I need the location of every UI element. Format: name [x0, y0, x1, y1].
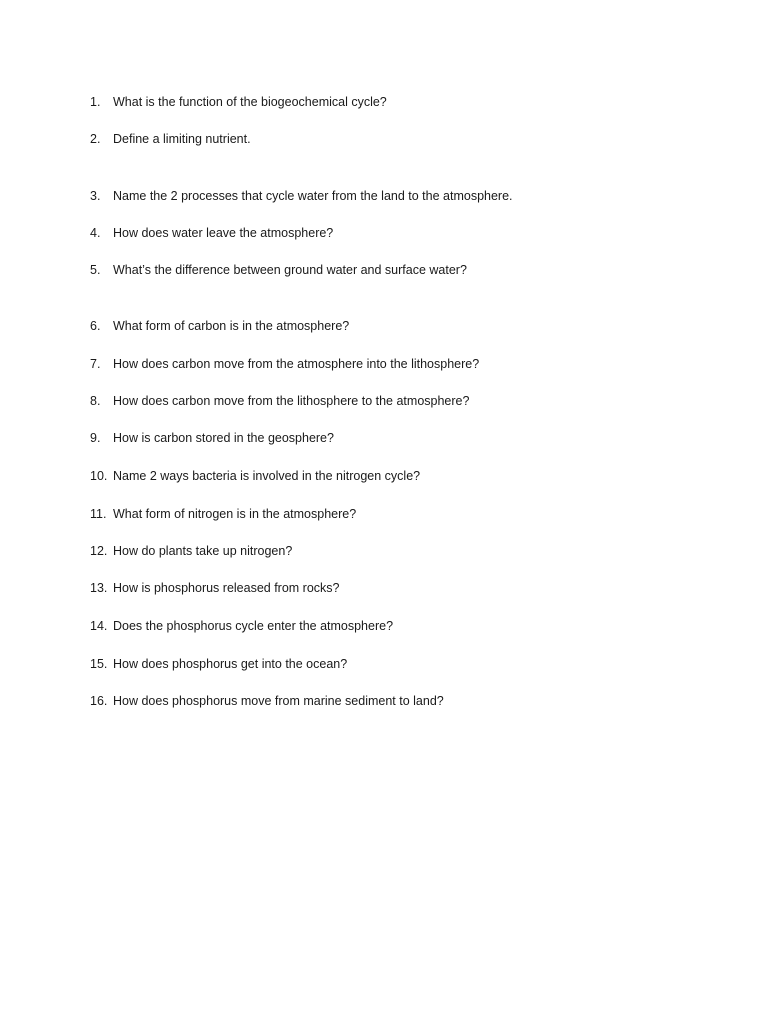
question-text: How is phosphorus released from rocks? — [113, 581, 340, 595]
question-item — [90, 131, 251, 147]
question-text: How do plants take up nitrogen? — [113, 544, 293, 558]
question-item — [90, 225, 333, 241]
question-number: 13. — [90, 581, 108, 595]
question-text: How does water leave the atmosphere? — [113, 226, 334, 240]
question-text: Name 2 ways bacteria is involved in the nitrogen cycle? — [113, 469, 421, 483]
question-item — [90, 693, 444, 709]
question-item — [90, 430, 334, 446]
question-text: How is carbon stored in the geosphere? — [113, 431, 334, 445]
question-item — [90, 393, 469, 409]
question-text: How does phosphorus move from marine sediment to land? — [113, 694, 444, 708]
question-item — [90, 543, 292, 559]
question-text: What is the function of the biogeochemical cycle? — [113, 95, 387, 109]
question-number: 4. — [90, 226, 101, 240]
question-text: Name the 2 processes that cycle water from the land to the atmosphere. — [113, 189, 513, 203]
question-text: What form of carbon is in the atmosphere? — [113, 319, 350, 333]
question-item — [90, 94, 387, 110]
question-number: 5. — [90, 263, 101, 277]
question-item — [90, 656, 347, 672]
question-number: 16. — [90, 694, 108, 708]
question-item — [90, 356, 479, 372]
question-number: 14. — [90, 619, 108, 633]
question-text: Does the phosphorus cycle enter the atmosphere? — [113, 619, 394, 633]
question-item — [90, 506, 356, 522]
question-item — [90, 618, 393, 634]
question-item — [90, 580, 340, 596]
question-text: What form of nitrogen is in the atmosphere? — [113, 507, 357, 521]
question-number: 2. — [90, 132, 101, 146]
question-number: 10. — [90, 469, 108, 483]
question-number: 15. — [90, 657, 108, 671]
question-number: 7. — [90, 357, 101, 371]
question-number: 8. — [90, 394, 101, 408]
question-text: How does carbon move from the atmosphere into the lithosphere? — [113, 357, 480, 371]
question-text: Define a limiting nutrient. — [113, 132, 251, 146]
question-number: 3. — [90, 189, 101, 203]
question-number: 9. — [90, 431, 101, 445]
question-text: What’s the difference between ground water and surface water? — [113, 263, 467, 277]
question-text: How does phosphorus get into the ocean? — [113, 657, 348, 671]
question-item — [90, 188, 513, 204]
question-item — [90, 262, 467, 278]
question-item — [90, 318, 349, 334]
question-number: 11. — [90, 507, 107, 521]
question-number: 1. — [90, 95, 101, 109]
question-number: 12. — [90, 544, 108, 558]
question-number: 6. — [90, 319, 101, 333]
question-text: How does carbon move from the lithosphere to the atmosphere? — [113, 394, 470, 408]
question-item — [90, 468, 420, 484]
